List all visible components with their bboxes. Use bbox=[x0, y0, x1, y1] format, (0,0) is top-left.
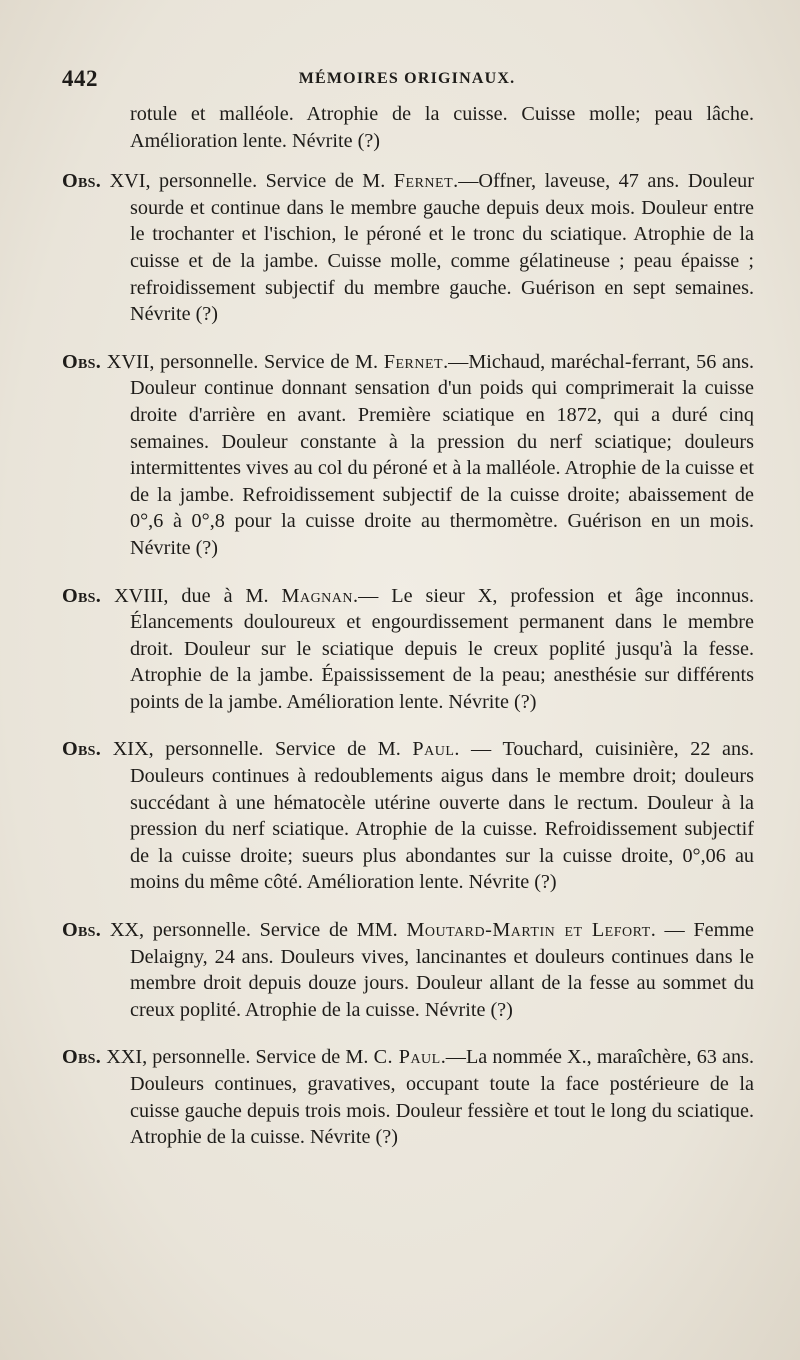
page-body bbox=[62, 101, 754, 1172]
observation-xx bbox=[62, 917, 754, 1023]
obs-text: .—La nommée X., maraîchère, 63 ans. Douleurs continues, gravatives, occupant toute la face postérieure de la cuisse gauche depuis trois mois. Douleur fessière et tout le long du sciatique. Atrophie de la cuisse. Névrite (?) bbox=[130, 1046, 754, 1149]
obs-label: Obs. bbox=[62, 1046, 102, 1069]
observation-xxi bbox=[62, 1044, 754, 1150]
observation-xix bbox=[62, 736, 754, 896]
continuation-paragraph: rotule et malléole. Atrophie de la cuisse. Cuisse molle; peau lâche. Amélioration lente. Névrite (?) bbox=[130, 103, 754, 152]
obs-doctor: C. Paul bbox=[373, 1046, 441, 1069]
obs-intro: XIX, personnelle. Service de M. bbox=[101, 738, 413, 761]
obs-intro: XVIII, due à M. bbox=[101, 584, 282, 607]
obs-doctor: Fernet bbox=[393, 170, 454, 193]
obs-doctor: Magnan bbox=[281, 584, 354, 607]
running-head: MÉMOIRES ORIGINAUX. bbox=[298, 70, 516, 87]
page-header bbox=[62, 66, 752, 96]
observation-xvi bbox=[62, 168, 754, 328]
obs-text: .—Michaud, maréchal-ferrant, 56 ans. Douleur continue donnant sensation d'un poids qui comprimerait la cuisse droite d'arrière en avant. Première sciatique en 1872, qui a duré cinq semaines. Douleur constante à la pression du nerf sciatique; douleurs intermittentes vives au col du péroné et à la malléole. Atrophie de la cuisse et de la jambe. Refroidissement subjectif de la cuisse droite; abaissement de 0°,6 à 0°,8 pour la cuisse droite au thermomètre. Guérison en un mois. Névrite (?) bbox=[130, 350, 754, 559]
obs-intro: XVI, personnelle. Service de M. bbox=[101, 170, 394, 193]
obs-intro: XX, personnelle. Service de MM. bbox=[101, 919, 407, 942]
observation-xvii bbox=[62, 349, 754, 562]
obs-doctor: Paul bbox=[412, 738, 455, 761]
obs-label: Obs. bbox=[62, 584, 102, 607]
obs-label: Obs. bbox=[62, 170, 102, 193]
obs-intro: XVII, personnelle. Service de M. bbox=[101, 350, 384, 373]
obs-text: . — Femme Delaigny, 24 ans. Douleurs vives, lancinantes et douleurs continues dans le membre droit depuis douze jours. Douleur allant de la fesse au sommet du creux poplité. Atrophie de la cuisse. Névrite (?) bbox=[130, 919, 754, 1021]
obs-text: . — Touchard, cuisinière, 22 ans. Douleurs continues à redoublements aigus dans le membre droit; douleurs succédant à une hématocèle utérine ouverte dans le rectum. Douleur à la pression du nerf sciatique. Atrophie de la cuisse. Refroidissement subjectif de la cuisse droite; sueurs plus abondantes sur la cuisse droite, 0°,06 au moins du même côté. Amélioration lente. Névrite (?) bbox=[130, 738, 754, 894]
obs-text: .—Offner, laveuse, 47 ans. Douleur sourde et continue dans le membre gauche depuis deux mois. Douleur entre le trochanter et l'ischion, le péroné et le tronc du sciatique. Atrophie de la cuisse et de la jambe. Cuisse molle, comme gélatineuse ; peau épaisse ; refroidissement subjectif du membre gauche. Guérison en sept semaines. Névrite (?) bbox=[130, 170, 754, 326]
obs-label: Obs. bbox=[62, 919, 102, 942]
obs-text: .— Le sieur X, profession et âge inconnus. Élancements douloureux et engourdissement permanent dans le membre droit. Douleur sur le sciatique depuis le creux poplité jusqu'à la fesse. Atrophie de la jambe. Épaississement de la peau; anesthésie sur différents points de la jambe. Amélioration lente. Névrite (?) bbox=[130, 584, 754, 713]
page-number: 442 bbox=[62, 66, 98, 91]
obs-doctor: Moutard-Martin et Lefort bbox=[406, 919, 651, 942]
obs-doctor: Fernet bbox=[383, 350, 444, 373]
observation-xviii bbox=[62, 583, 754, 716]
obs-label: Obs. bbox=[62, 350, 102, 373]
obs-intro: XXI, personnelle. Service de M. bbox=[101, 1046, 374, 1069]
obs-label: Obs. bbox=[62, 738, 102, 761]
